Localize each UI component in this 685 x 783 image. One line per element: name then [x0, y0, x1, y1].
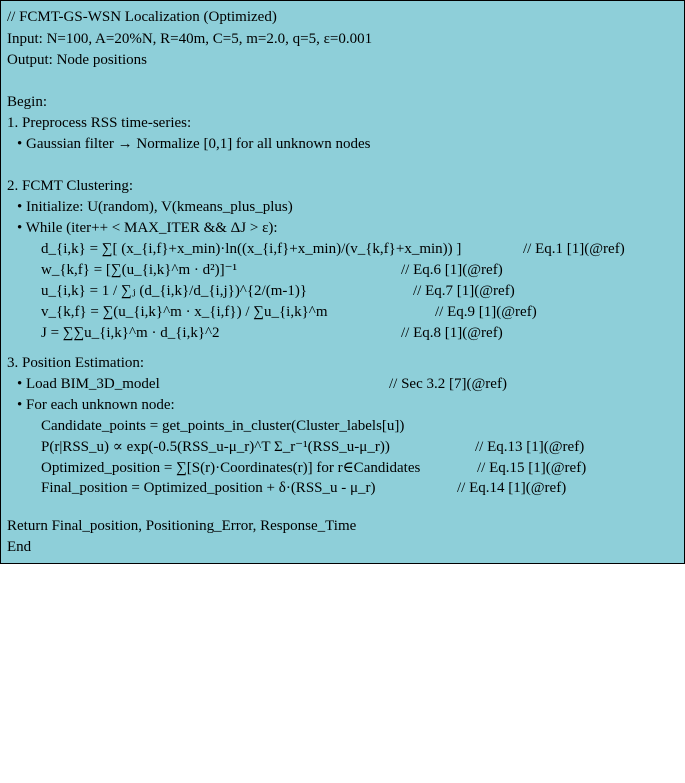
step2-while: • While (iter++ < MAX_ITER && ΔJ > ε): — [17, 220, 278, 236]
step1-heading: 1. Preprocess RSS time-series: — [7, 115, 192, 131]
optimized-position-line: Optimized_position = ∑[S(r)·Coordinates(r)] for r∈Candidates — [41, 460, 421, 476]
u-equation: u_{i,k} = 1 / ∑ⱼ (d_{i,k}/d_{i,j})^{2/(m-1)} — [41, 283, 308, 299]
final-position-line: Final_position = Optimized_position + δ·(RSS_u - μ_r) — [41, 480, 376, 496]
d-equation-ref: // Eq.1 [1](@ref) — [523, 241, 625, 257]
j-equation-ref: // Eq.8 [1](@ref) — [401, 325, 503, 341]
d-equation: d_{i,k} = ∑[ (x_{i,f}+x_min)·ln((x_{i,f}+x_min)/(v_{k,f}+x_min)) ] — [41, 241, 462, 257]
step2-heading: 2. FCMT Clustering: — [7, 178, 133, 194]
final-position-ref: // Eq.14 [1](@ref) — [457, 480, 567, 496]
step3-heading: 3. Position Estimation: — [7, 355, 145, 371]
algorithm-output: Output: Node positions — [7, 52, 148, 68]
return-line: Return Final_position, Positioning_Error, Response_Time — [7, 518, 357, 534]
algorithm-input: Input: N=100, A=20%N, R=40m, C=5, m=2.0, q=5, ε=0.001 — [7, 31, 373, 47]
probability-line: P(r|RSS_u) ∝ exp(-0.5(RSS_u-μ_r)^T Σ_r⁻¹(RSS_u-μ_r)) — [41, 439, 390, 455]
u-equation-ref: // Eq.7 [1](@ref) — [413, 283, 515, 299]
candidate-points-line: Candidate_points = get_points_in_cluster(Cluster_labels[u]) — [41, 418, 405, 434]
step2-init: • Initialize: U(random), V(kmeans_plus_plus) — [17, 199, 293, 215]
j-equation: J = ∑∑u_{i,k}^m · d_{i,k}^2 — [41, 325, 220, 341]
step3-load: • Load BIM_3D_model — [17, 376, 160, 392]
probability-ref: // Eq.13 [1](@ref) — [475, 439, 585, 455]
w-equation: w_{k,f} = [∑(u_{i,k}^m · d²)]⁻¹ — [41, 262, 238, 278]
step3-foreach: • For each unknown node: — [17, 397, 175, 413]
v-equation-ref: // Eq.9 [1](@ref) — [435, 304, 537, 320]
step3-load-ref: // Sec 3.2 [7](@ref) — [389, 376, 507, 392]
end-label: End — [7, 539, 32, 555]
step1-item: • Gaussian filter → Normalize [0,1] for all unknown nodes — [17, 136, 371, 152]
w-equation-ref: // Eq.6 [1](@ref) — [401, 262, 503, 278]
begin-label: Begin: — [7, 94, 47, 110]
algorithm-title: // FCMT-GS-WSN Localization (Optimized) — [7, 9, 277, 25]
v-equation: v_{k,f} = ∑(u_{i,k}^m · x_{i,f}) / ∑u_{i,k}^m — [41, 304, 328, 320]
optimized-position-ref: // Eq.15 [1](@ref) — [477, 460, 587, 476]
